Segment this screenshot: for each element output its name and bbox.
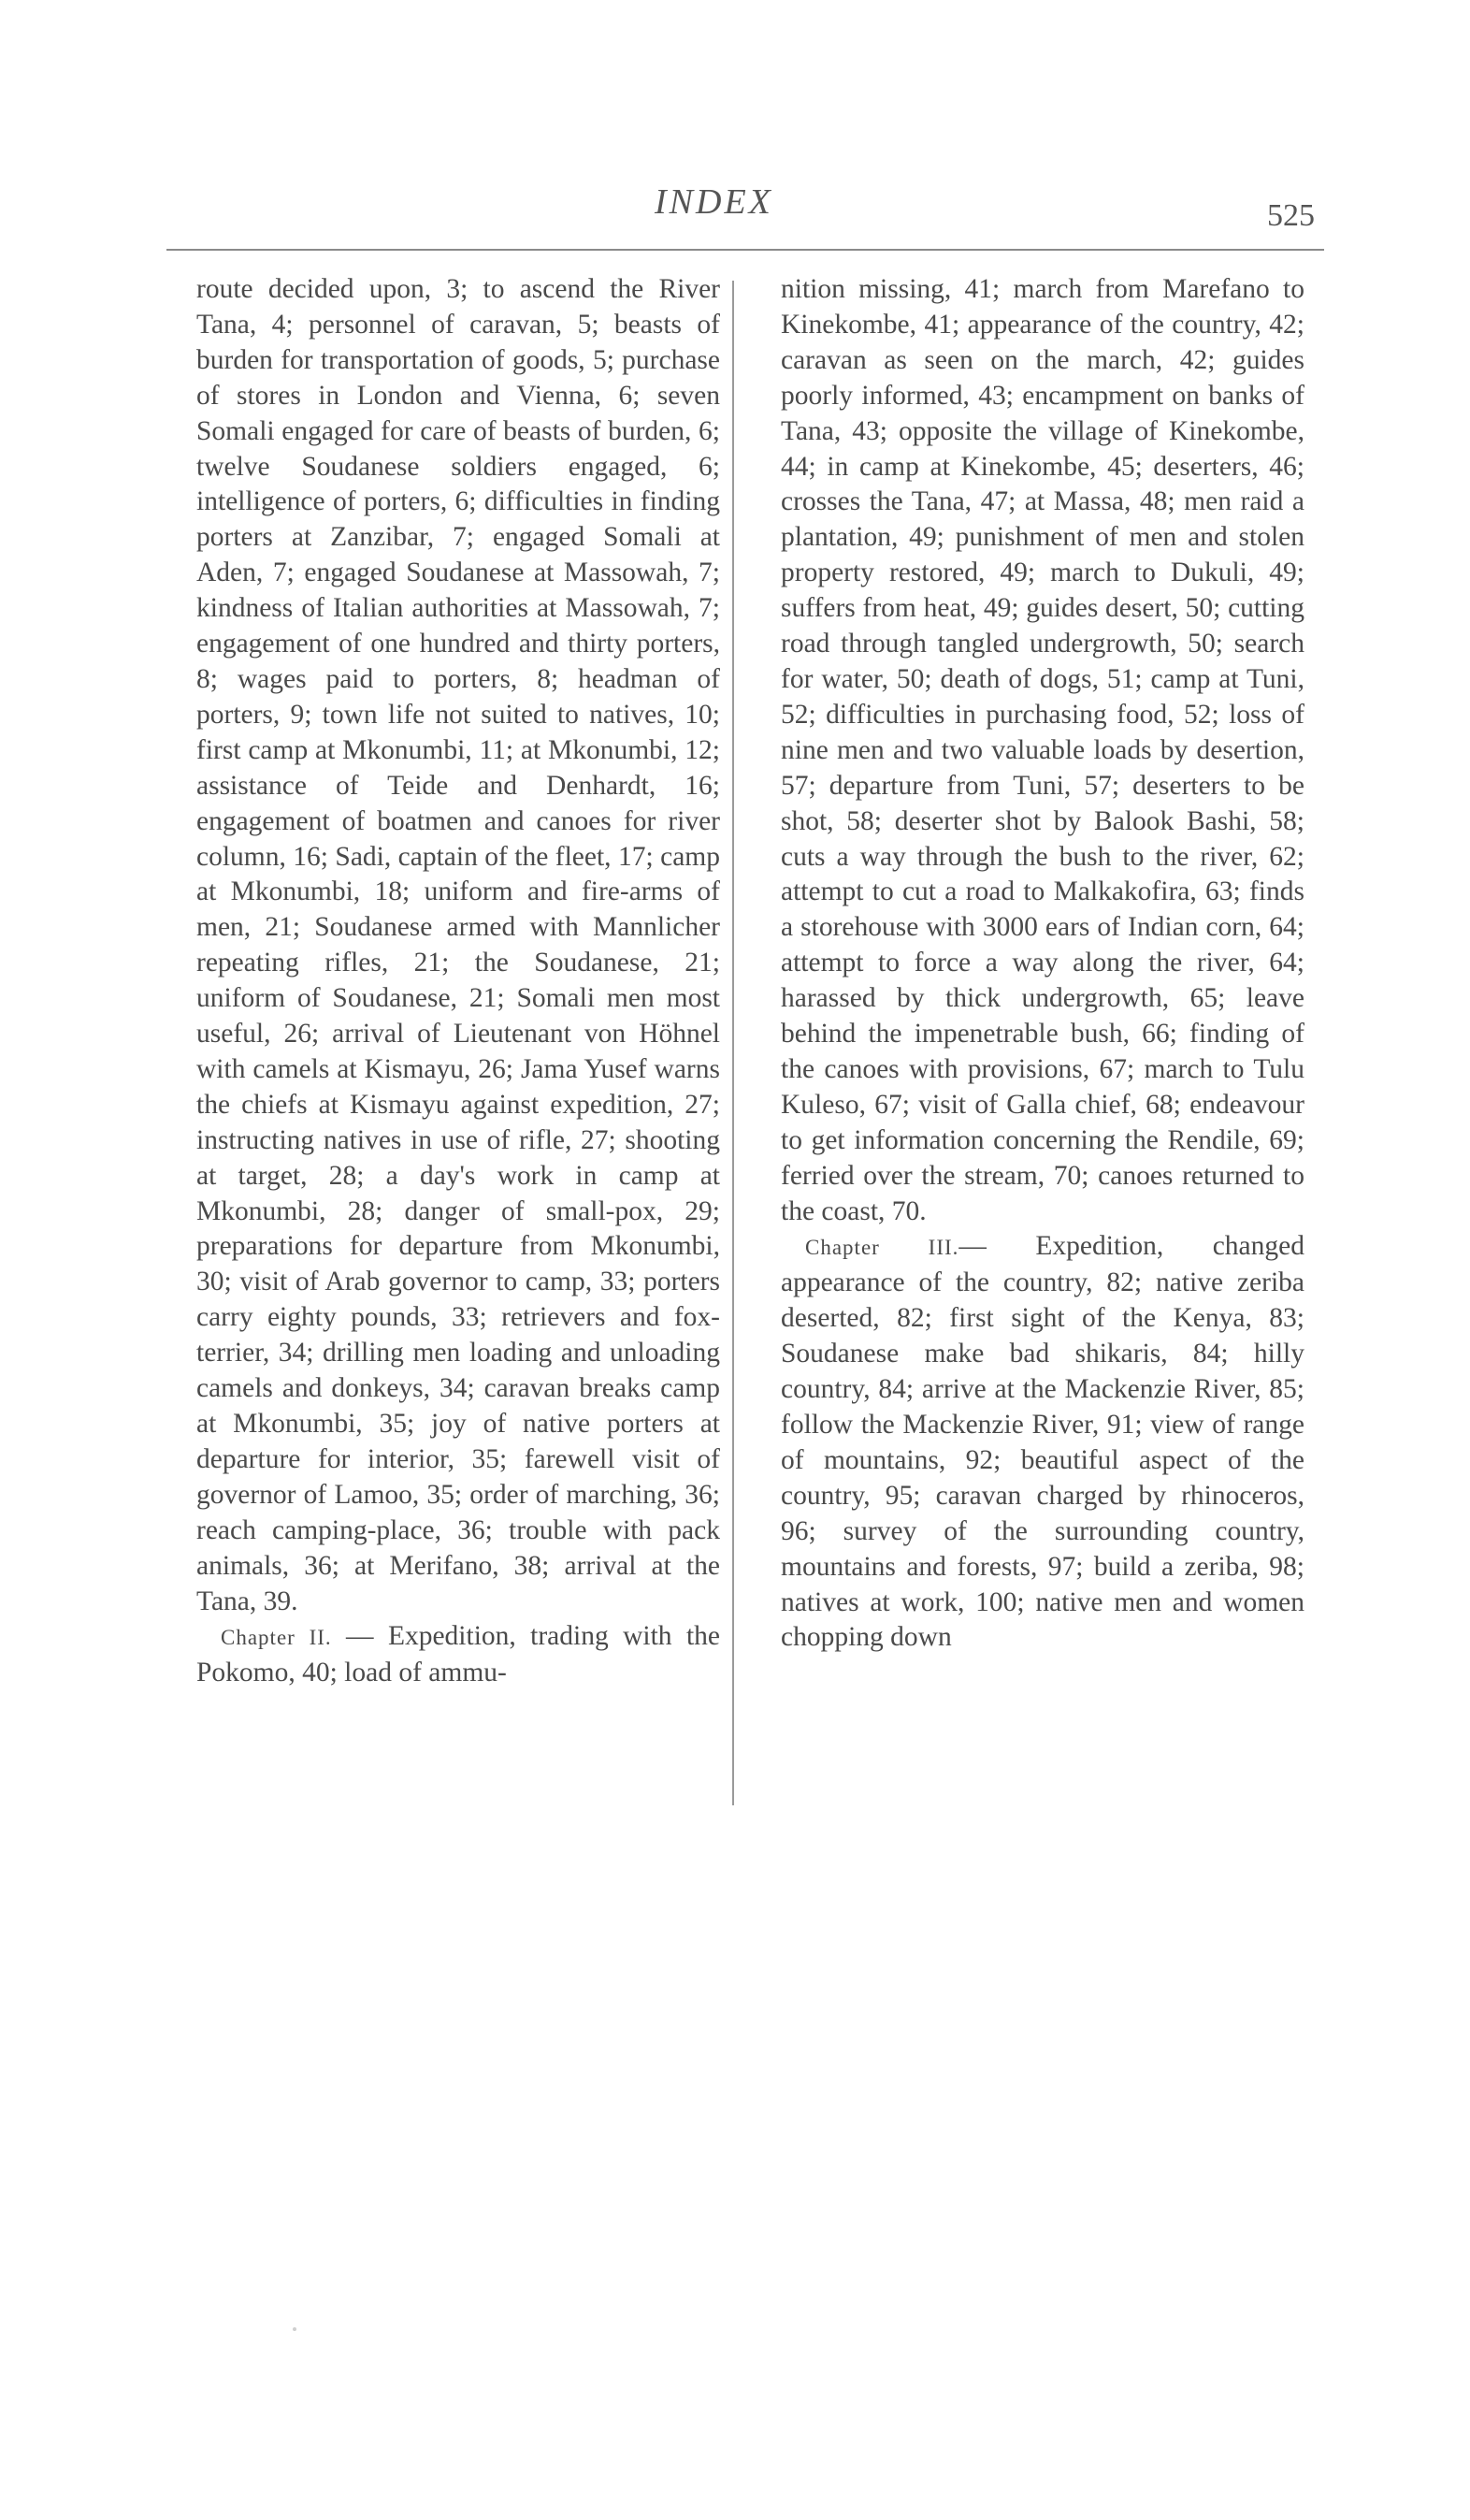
paper-speck: [293, 2327, 296, 2331]
index-entry-chapter-3: [781, 1229, 1304, 1656]
column-divider: [732, 281, 734, 1805]
chapter-3-text: — Expedition, changed appearance of the country, 82; native zeriba deserted, 82; first sight of the Kenya, 83; Soudanese make bad shikaris, 84; hilly country, 84; arrive at the Mackenzie River, 85; follow the Mackenzie River, 91; view of range of mountains, 92; beautiful aspect of the country, 95; caravan charged by rhinoceros, 96; survey of the surrounding country, mountains and forests, 97; build a zeriba, 98; natives at work, 100; native men and women chopping down: [781, 1231, 1304, 1653]
index-entry-chapter-2: [196, 1619, 720, 1691]
chapter-2-text: — Expedition, trading with the Pokomo, 40; load of ammu-: [196, 1621, 720, 1688]
page-number: 525: [1267, 198, 1315, 233]
index-column-left: [196, 272, 720, 1691]
chapter-2-label: Chapter II.: [221, 1626, 332, 1650]
header-rule: [166, 249, 1324, 251]
index-entry-continued-right: nition missing, 41; march from Marefano to Kinekombe, 41; appearance of the country, 42; caravan as seen on the march, 42; guides poorly informed, 43; encampment on banks of Tana, 43; opposite the village of Kinekombe, 44; in camp at Kinekombe, 45; deserters, 46; crosses the Tana, 47; at Massa, 48; men raid a plantation, 49; punishment of men and stolen property restored, 49; march to Dukuli, 49; suffers from heat, 49; guides desert, 50; cutting road through tangled undergrowth, 50; search for water, 50; death of dogs, 51; camp at Tuni, 52; difficulties in purchasing food, 52; loss of nine men and two valuable loads by desertion, 57; departure from Tuni, 57; deserters to be shot, 58; deserter shot by Balook Bashi, 58; cuts a way through the bush to the river, 62; attempt to cut a road to Malkakofira, 63; finds a storehouse with 3000 ears of Indian corn, 64; attempt to force a way along the river, 64; harassed by thick undergrowth, 65; leave behind the impenetrable bush, 66; finding of the canoes with provisions, 67; march to Tulu Kuleso, 67; visit of Galla chief, 68; endeavour to get information concerning the Rendile, 69; ferried over the stream, 70; canoes returned to the coast, 70.: [781, 274, 1304, 1226]
index-column-right: [781, 272, 1304, 1656]
index-entry-continued: route decided upon, 3; to ascend the River Tana, 4; personnel of caravan, 5; beasts of burden for transportation of goods, 5; purchase of stores in London and Vienna, 6; seven Somali engaged for care of beasts of burden, 6; twelve Soudanese soldiers engaged, 6; intelligence of porters, 6; difficulties in finding porters at Zanzibar, 7; engaged Somali at Aden, 7; engaged Soudanese at Massowah, 7; kindness of Italian authorities at Massowah, 7; engagement of one hundred and thirty porters, 8; wages paid to porters, 8; headman of porters, 9; town life not suited to natives, 10; first camp at Mkonumbi, 11; at Mkonumbi, 12; assistance of Teide and Denhardt, 16; engagement of boatmen and canoes for river column, 16; Sadi, captain of the fleet, 17; camp at Mkonumbi, 18; uniform and fire-arms of men, 21; Soudanese armed with Mannlicher repeating rifles, 21; the Soudanese, 21; uniform of Soudanese, 21; Somali men most useful, 26; arrival of Lieutenant von Höhnel with camels at Kismayu, 26; Jama Yusef warns the chiefs at Kismayu against expedition, 27; instructing natives in use of rifle, 27; shooting at target, 28; a day's work in camp at Mkonumbi, 28; danger of small-pox, 29; preparations for departure from Mkonumbi, 30; visit of Arab governor to camp, 33; porters carry eighty pounds, 33; retrievers and fox-terrier, 34; drilling men loading and unloading camels and donkeys, 34; caravan breaks camp at Mkonumbi, 35; joy of native porters at departure for interior, 35; farewell visit of governor of Lamoo, 35; order of marching, 36; reach camping-place, 36; trouble with pack animals, 36; at Merifano, 38; arrival at the Tana, 39.: [196, 274, 720, 1616]
chapter-3-label: Chapter III.: [805, 1236, 959, 1260]
running-head: INDEX: [655, 182, 773, 222]
